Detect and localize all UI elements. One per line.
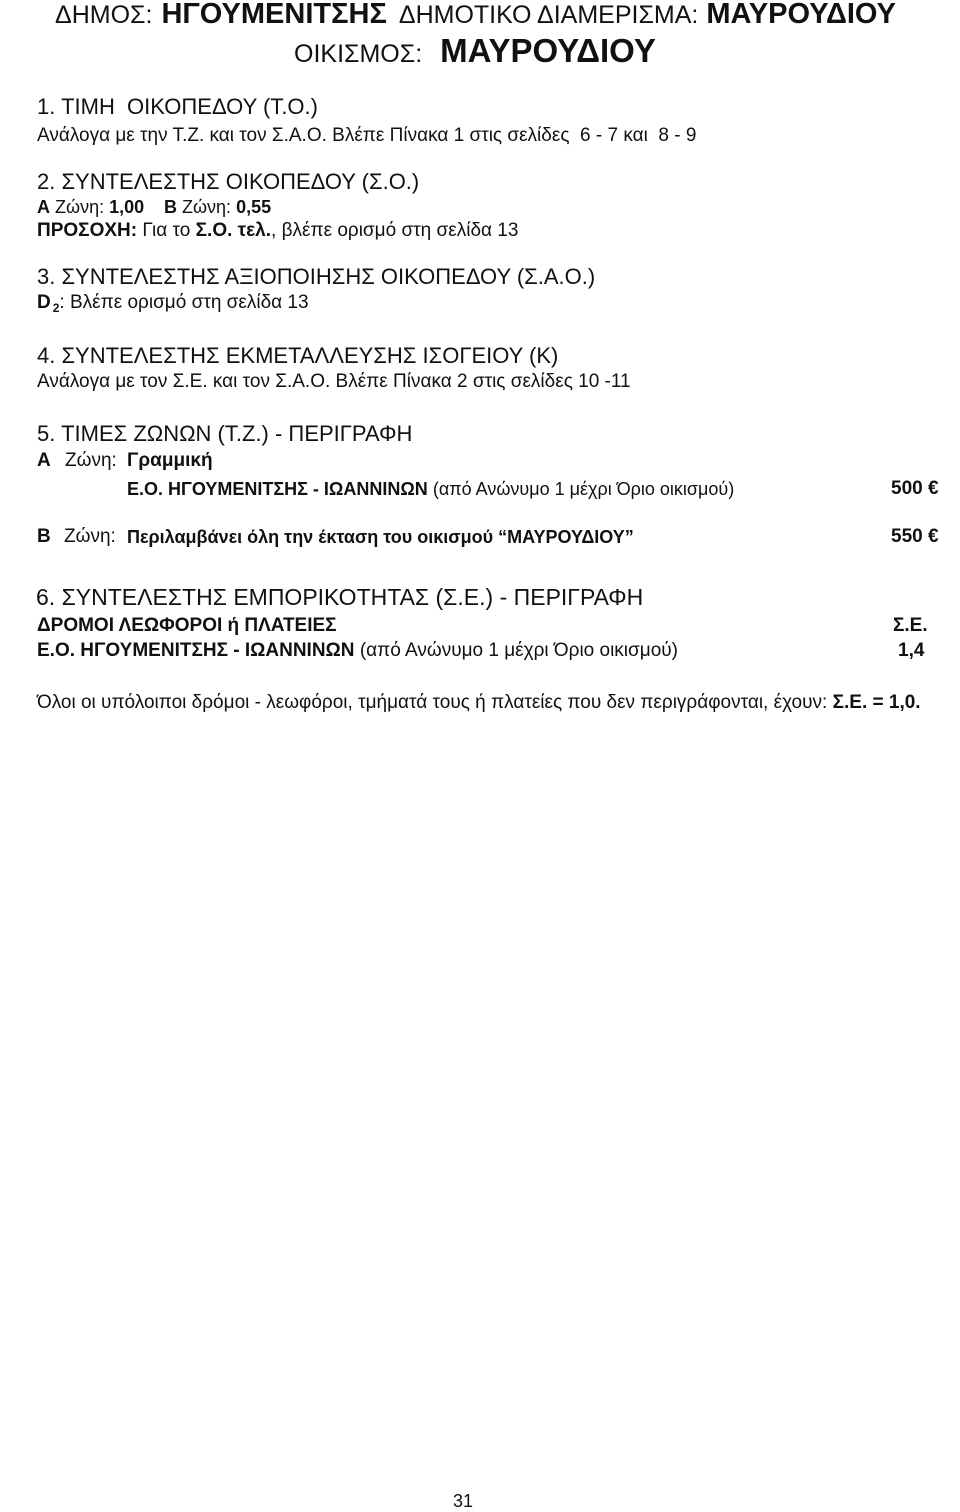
zone-a-label: Ζώνη: — [55, 197, 105, 217]
symbol-subscript: 2 — [52, 301, 60, 315]
district-name: ΜΑΥΡΟΥΔΙΟΥ — [706, 0, 896, 30]
note-term: Σ.Ο. τελ. — [195, 220, 272, 241]
row-coefficient: 1,4 — [898, 640, 925, 661]
section-4-text: Ανάλογα με τον Σ.Ε. και τον Σ.Α.Ο. Βλέπε Πίνακα 2 στις σελίδες 10 -11 — [37, 371, 631, 392]
zone-b-price: 550 € — [891, 526, 939, 547]
row-segment: (από Ανώνυμο 1 μέχρι Όριο οικισμού) — [359, 640, 678, 661]
column-header-coefficient: Σ.Ε. — [893, 615, 928, 636]
section-6-title: 6. ΣΥΝΤΕΛΕΣΤΗΣ ΕΜΠΟΡΙΚΟΤΗΤΑΣ (Σ.Ε.) - ΠΕΡΙΓΡΑΦΗ — [36, 584, 644, 610]
section-2-note — [37, 221, 518, 240]
table-row — [37, 641, 678, 660]
page-number: 31 — [453, 1491, 474, 1511]
section-4-title: 4. ΣΥΝΤΕΛΕΣΤΗΣ ΕΚΜΕΤΑΛΛΕΥΣΗΣ ΙΣΟΓΕΙΟΥ (Κ) — [37, 343, 559, 368]
zone-b-letter: Β — [163, 197, 177, 217]
closing-note-value: Σ.Ε. = 1,0. — [832, 692, 921, 713]
settlement-label: ΟΙΚΙΣΜΟΣ: — [294, 40, 423, 68]
row-road: Ε.Ο. ΗΓΟΥΜΕΝΙΤΣΗΣ - ΙΩΑΝΝΙΝΩΝ — [37, 640, 355, 661]
symbol-d: D — [37, 292, 51, 313]
header-municipality-line — [55, 0, 896, 29]
section-1-title: 1. ΤΙΜΗ ΟΙΚΟΠΕΔΟΥ (Τ.Ο.) — [37, 94, 318, 119]
section-3-title: 3. ΣΥΝΤΕΛΕΣΤΗΣ ΑΞΙΟΠΟΙΗΣΗΣ ΟΙΚΟΠΕΔΟΥ (Σ.Α.Ο.) — [37, 264, 596, 289]
column-header-roads: ΔΡΟΜΟΙ ΛΕΩΦΟΡΟΙ ή ΠΛΑΤΕΙΕΣ — [37, 615, 337, 636]
zone-a-letter-5: Α — [37, 450, 51, 471]
zone-a-road-line — [127, 480, 734, 498]
section-2-zones-line — [37, 198, 271, 216]
zone-a-price: 500 € — [891, 478, 939, 499]
zone-a-coefficient: 1,00 — [109, 197, 145, 217]
zone-b-coefficient: 0,55 — [236, 197, 272, 217]
section-1-text: Ανάλογα με την Τ.Ζ. και τον Σ.Α.Ο. Βλέπε Πίνακα 1 στις σελίδες 6 - 7 και 8 - 9 — [37, 125, 697, 146]
header-settlement-line — [294, 34, 656, 67]
district-label: ΔΗΜΟΤΙΚΟ ΔΙΑΜΕΡΙΣΜΑ: — [398, 1, 699, 29]
note-post: , βλέπε ορισμό στη σελίδα 13 — [271, 220, 519, 241]
section-3-definition: : Βλέπε ορισμό στη σελίδα 13 — [59, 292, 309, 313]
zone-a-letter: Α — [37, 197, 50, 217]
settlement-name: ΜΑΥΡΟΥΔΙΟΥ — [440, 32, 656, 69]
section-2-title: 2. ΣΥΝΤΕΛΕΣΤΗΣ ΟΙΚΟΠΕΔΟΥ (Σ.Ο.) — [37, 169, 420, 194]
zone-b-description: Περιλαμβάνει όλη την έκταση του οικισμού “ΜΑΥΡΟΥΔΙΟΥ” — [127, 527, 634, 547]
closing-note-text: Όλοι οι υπόλοιποι δρόμοι - λεωφόροι, τμήματά τους ή πλατείες που δεν περιγράφονται, έχουν: — [37, 692, 828, 713]
municipality-label: ΔΗΜΟΣ: — [55, 1, 153, 29]
zone-a-label-5: Ζώνη: — [65, 450, 117, 471]
note-pre: Για το — [142, 220, 191, 241]
zone-a-road: Ε.Ο. ΗΓΟΥΜΕΝΙΤΣΗΣ - ΙΩΑΝΝΙΝΩΝ — [127, 479, 428, 499]
zone-b-label-5: Ζώνη: — [64, 526, 116, 547]
zone-b-letter-5: Β — [37, 526, 51, 547]
section-5-title: 5. ΤΙΜΕΣ ΖΩΝΩΝ (Τ.Ζ.) - ΠΕΡΙΓΡΑΦΗ — [37, 421, 413, 446]
zone-a-segment: (από Ανώνυμο 1 μέχρι Όριο οικισμού) — [432, 479, 735, 499]
municipality-name: ΗΓΟΥΜΕΝΙΤΣΗΣ — [161, 0, 387, 30]
zone-b-label: Ζώνη: — [182, 197, 232, 217]
zone-a-type: Γραμμική — [127, 450, 213, 471]
note-label: ΠΡΟΣΟΧΗ: — [37, 220, 138, 241]
section-3-text — [37, 293, 309, 314]
closing-note — [37, 693, 921, 712]
